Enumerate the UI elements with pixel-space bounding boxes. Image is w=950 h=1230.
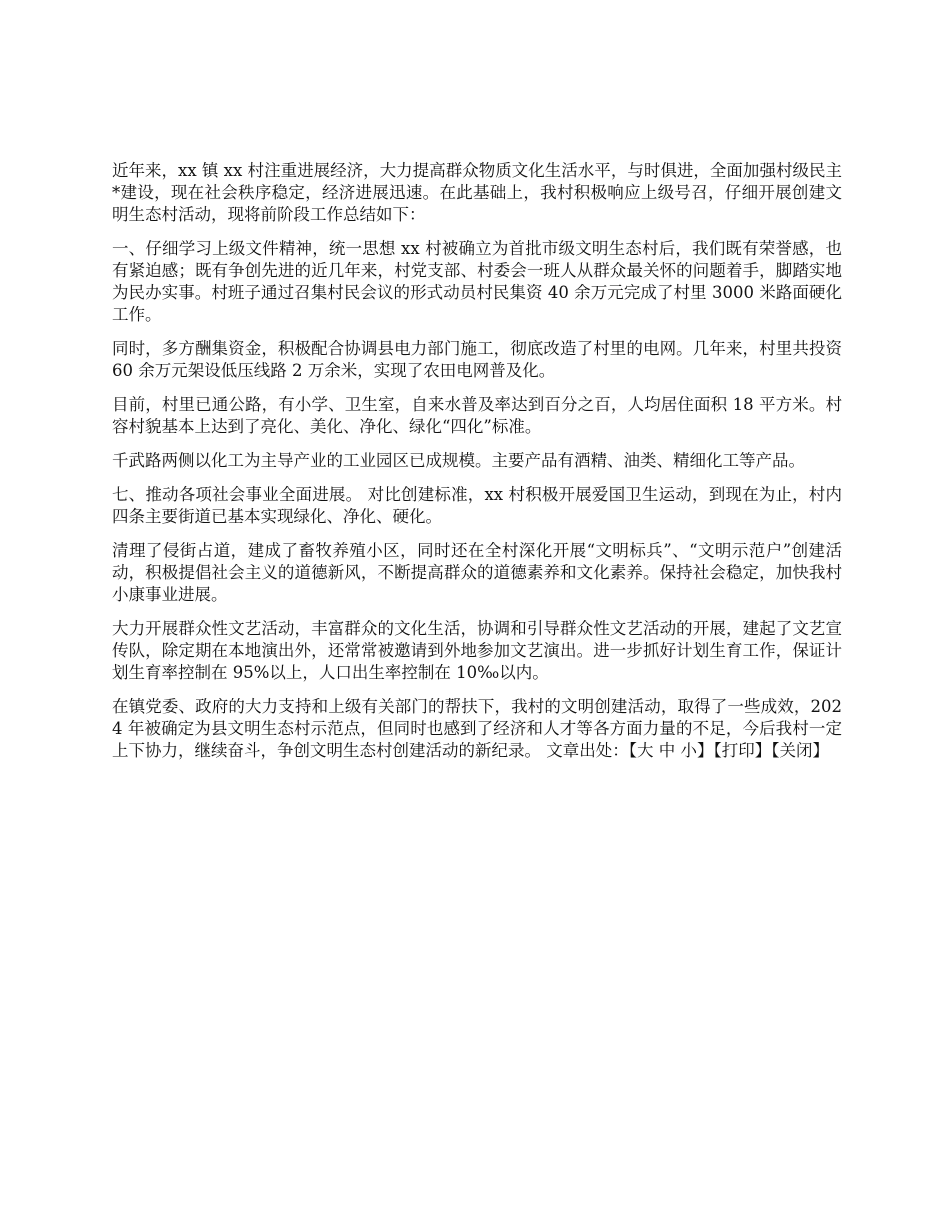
paragraph-cultural-activities: 大力开展群众性文艺活动，丰富群众的文化生活，协调和引导群众性文艺活动的开展，建起了文艺宣传队，除定期在本地演出外，还常常被邀请到外地参加文艺演出。进一步抓好计划生育工作，保证计划生育率控制在 95%以上，人口出生率控制在 10‰以内。 <box>112 619 842 682</box>
conclusion-text: 在镇党委、政府的大力支持和上级有关部门的帮扶下，我村的文明创建活动，取得了一些成效，2024 年被确定为县文明生态村示范点，但同时也感到了经济和人才等各方面力量的不足，今后我村一定上下协力，继续奋斗，争创文明生态村创建活动的新纪录。 <box>112 697 842 760</box>
paragraph-study-documents: 一、仔细学习上级文件精神，统一思想 xx 村被确立为首批市级文明生态村后，我们既有荣誉感，也有紧迫感；既有争创先进的近几年来，村党支部、村委会一班人从群众最关怀的问题着手，脚踏实地为民办实事。村班子通过召集村民会议的形式动员村民集资 40 余万元完成了村里 3000 米路面硬化工作。 <box>112 239 842 324</box>
close-button[interactable]: 【关闭】 <box>771 741 829 760</box>
paragraph-civilization-campaign: 清理了侵街占道，建成了畜牧养殖小区，同时还在全村深化开展“文明标兵”、“文明示范户”创建活动，积极提倡社会主义的道德新风，不断提高群众的道德素养和文化素养。保持社会稳定，加快我村小康事业进展。 <box>112 541 842 604</box>
print-button[interactable]: 【打印】 <box>713 741 772 760</box>
paragraph-power-grid: 同时，多方酬集资金，积极配合协调县电力部门施工，彻底改造了村里的电网。几年来，村里共投资 60 余万元架设低压线路 2 万余米，实现了农田电网普及化。 <box>112 339 842 380</box>
paragraph-current-status: 目前，村里已通公路，有小学、卫生室，自来水普及率达到百分之百，人均居住面积 18 平方米。村容村貌基本上达到了亮化、美化、净化、绿化“四化”标准。 <box>112 395 842 436</box>
document-body <box>112 160 842 774</box>
paragraph-social-undertakings: 七、推动各项社会事业全面进展。 对比创建标准，xx 村积极开展爱国卫生运动，到现在为止，村内四条主要街道已基本实现绿化、净化、硬化。 <box>112 485 842 526</box>
font-size-control[interactable]: 【大 中 小】 <box>628 741 714 760</box>
paragraph-conclusion <box>112 696 842 762</box>
paragraph-intro: 近年来，xx 镇 xx 村注重进展经济，大力提高群众物质文化生活水平，与时俱进，全面加强村级民主*建设，现在社会秩序稳定，经济进展迅速。在此基础上，我村积极响应上级号召，仔细开展创建文明生态村活动，现将前阶段工作总结如下： <box>112 161 842 224</box>
paragraph-industrial-park: 千武路两侧以化工为主导产业的工业园区已成规模。主要产品有酒精、油类、精细化工等产品。 <box>112 451 805 470</box>
source-label: 文章出处： <box>541 741 629 760</box>
